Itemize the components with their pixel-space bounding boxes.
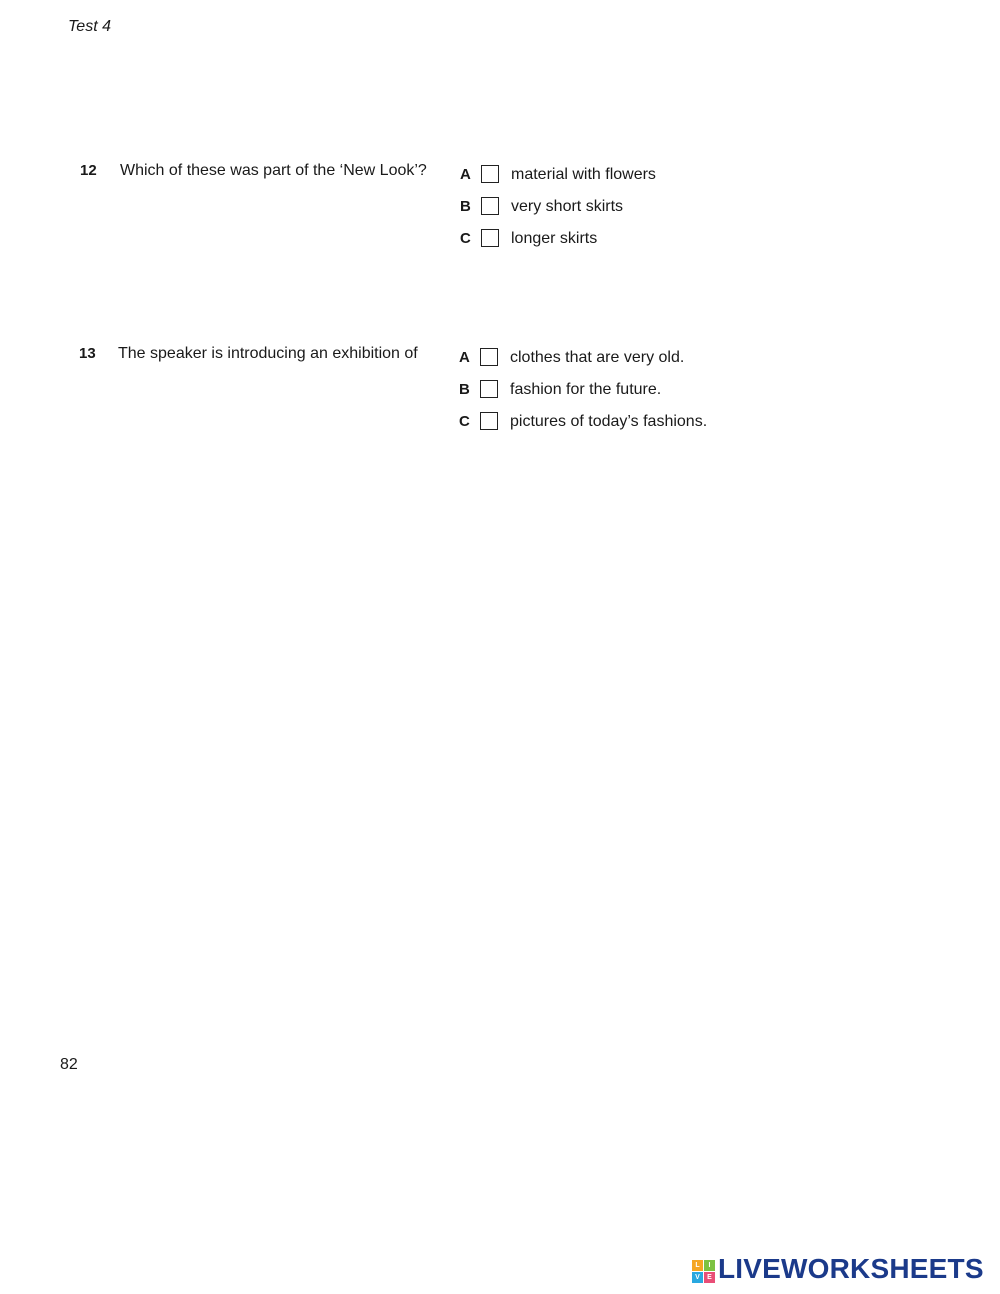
option-text: fashion for the future. <box>510 381 662 398</box>
question-text: The speaker is introducing an exhibition of <box>118 345 418 362</box>
question-text: Which of these was part of the ‘New Look’? <box>120 162 427 179</box>
option-text: very short skirts <box>511 198 624 215</box>
answer-checkbox[interactable] <box>481 165 499 183</box>
option-letter: C <box>460 230 471 247</box>
answer-checkbox[interactable] <box>481 197 499 215</box>
option-letter: C <box>459 413 470 430</box>
liveworksheets-logo <box>692 1253 992 1287</box>
option-a <box>459 348 859 372</box>
option-letter: A <box>459 349 470 366</box>
option-b <box>459 380 859 404</box>
logo-mark-icon <box>692 1260 716 1284</box>
logo-mark-tile: V <box>692 1272 703 1283</box>
answer-checkbox[interactable] <box>480 412 498 430</box>
option-text: material with flowers <box>511 166 656 183</box>
option-text: clothes that are very old. <box>510 349 685 366</box>
answer-checkbox[interactable] <box>480 348 498 366</box>
option-letter: B <box>459 381 470 398</box>
answer-checkbox[interactable] <box>480 380 498 398</box>
option-letter: A <box>460 166 471 183</box>
option-text: pictures of today’s fashions. <box>510 413 708 430</box>
logo-mark-tile: E <box>704 1272 715 1283</box>
option-c <box>459 412 859 436</box>
logo-text: LIVEWORKSHEETS <box>718 1253 984 1284</box>
page-number: 82 <box>60 1056 78 1073</box>
logo-mark-tile: L <box>692 1260 703 1271</box>
answer-checkbox[interactable] <box>481 229 499 247</box>
option-a <box>460 165 860 189</box>
question-number: 13 <box>79 345 96 362</box>
test-label: Test 4 <box>68 18 111 35</box>
logo-mark-tile: I <box>704 1260 715 1271</box>
option-b <box>460 197 860 221</box>
question-number: 12 <box>80 162 97 179</box>
option-letter: B <box>460 198 471 215</box>
option-text: longer skirts <box>511 230 598 247</box>
option-c <box>460 229 860 253</box>
